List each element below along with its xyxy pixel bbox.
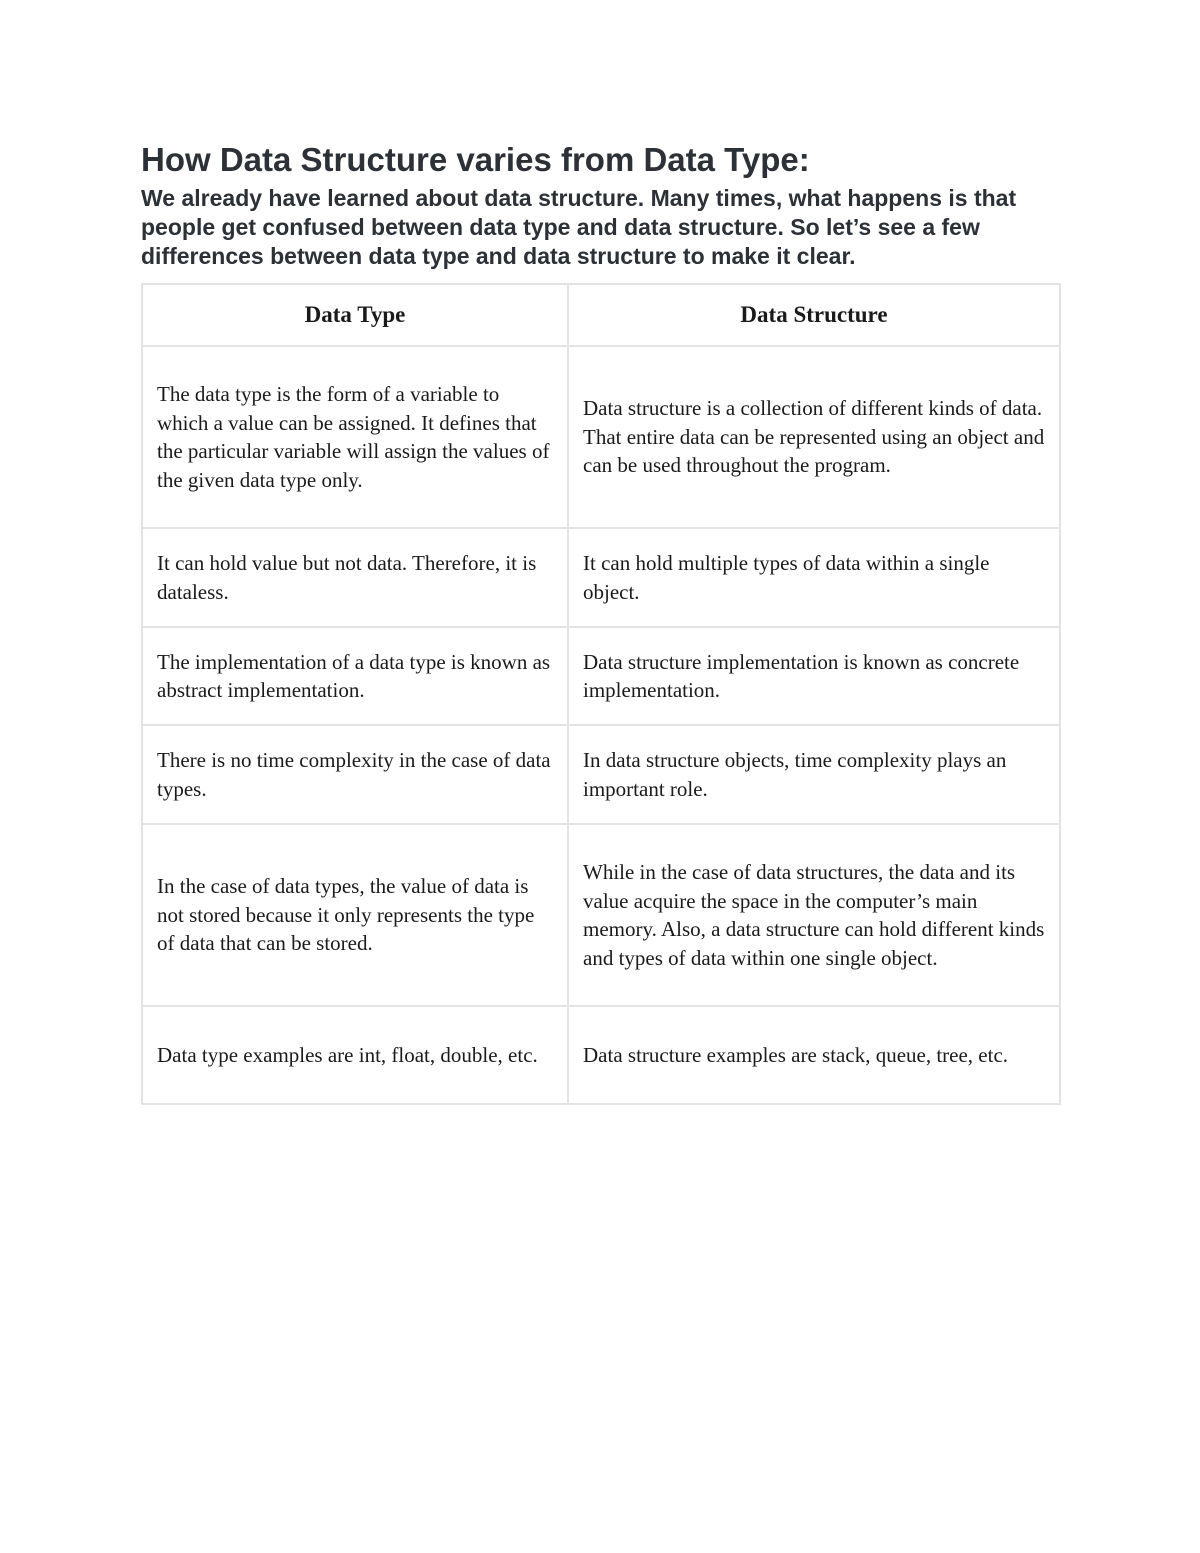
table-row bbox=[142, 528, 1060, 627]
data-type-cell: In the case of data types, the value of data is not stored because it only represents the type of data that can be stored. bbox=[142, 824, 568, 1006]
intro-paragraph: We already have learned about data structure. Many times, what happens is that people get confused between data type and data structure. So let’s see a few differences between data type and data structure to make it clear. bbox=[141, 185, 1017, 269]
data-structure-cell: While in the case of data structures, the data and its value acquire the space in the computer’s main memory. Also, a data structure can hold different kinds and types of data within one single object. bbox=[568, 824, 1060, 1006]
table-row bbox=[142, 627, 1060, 725]
header-data-type: Data Type bbox=[142, 284, 568, 346]
table-row bbox=[142, 824, 1060, 1006]
header-data-structure: Data Structure bbox=[568, 284, 1060, 346]
comparison-table bbox=[141, 283, 1061, 1105]
table-row bbox=[142, 1006, 1060, 1104]
data-structure-cell: Data structure examples are stack, queue, tree, etc. bbox=[568, 1006, 1060, 1104]
data-structure-cell: It can hold multiple types of data within a single object. bbox=[568, 528, 1060, 627]
data-type-cell: Data type examples are int, float, double, etc. bbox=[142, 1006, 568, 1104]
page-title: How Data Structure varies from Data Type: bbox=[141, 141, 810, 178]
data-type-cell: The implementation of a data type is known as abstract implementation. bbox=[142, 627, 568, 725]
table-row bbox=[142, 725, 1060, 824]
data-type-cell: It can hold value but not data. Therefore, it is dataless. bbox=[142, 528, 568, 627]
table-header-row bbox=[142, 284, 1060, 346]
data-structure-cell: In data structure objects, time complexity plays an important role. bbox=[568, 725, 1060, 824]
data-type-cell: There is no time complexity in the case of data types. bbox=[142, 725, 568, 824]
data-structure-cell: Data structure is a collection of different kinds of data. That entire data can be represented using an object and can be used throughout the program. bbox=[568, 346, 1060, 528]
table-row bbox=[142, 346, 1060, 528]
document-page bbox=[141, 140, 1059, 1067]
data-structure-cell: Data structure implementation is known as concrete implementation. bbox=[568, 627, 1060, 725]
data-type-cell: The data type is the form of a variable to which a value can be assigned. It defines that the particular variable will assign the values of the given data type only. bbox=[142, 346, 568, 528]
